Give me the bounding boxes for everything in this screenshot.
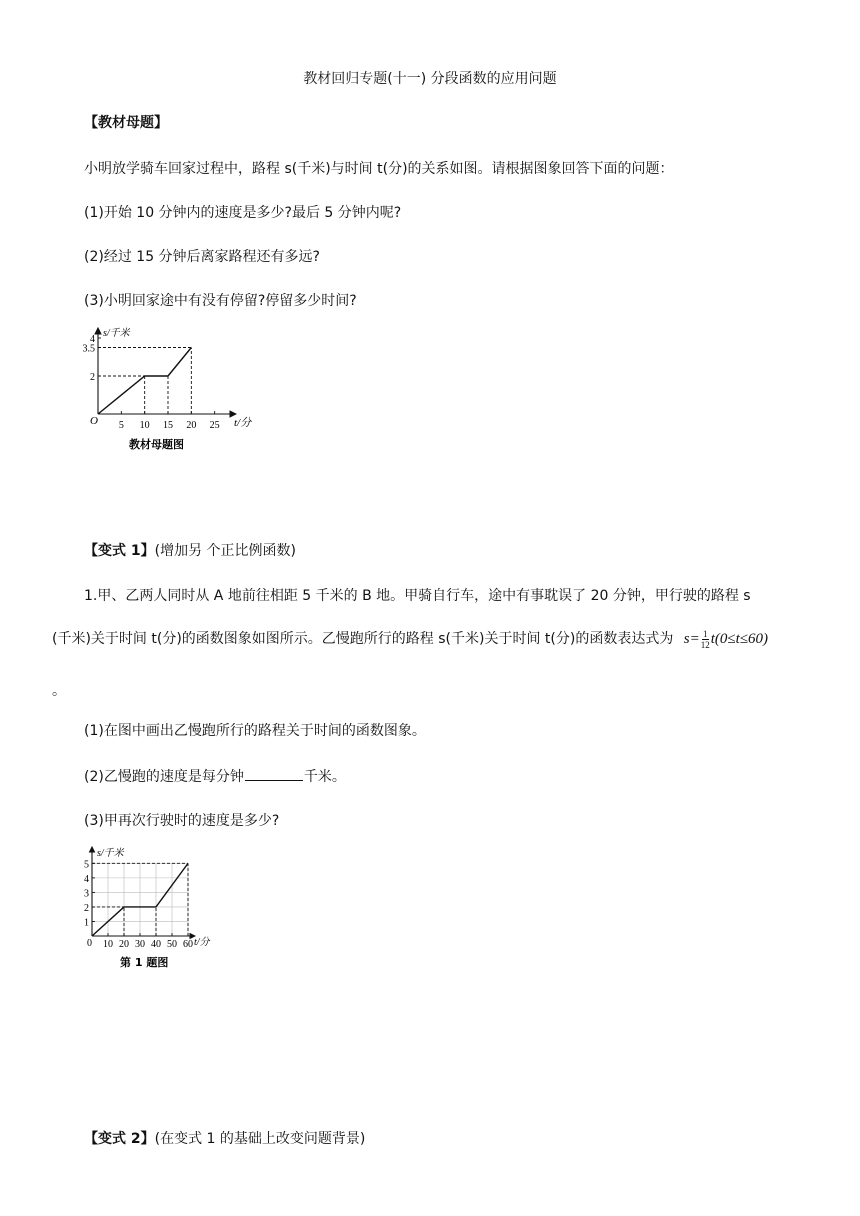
y-tick-label: 5	[84, 859, 89, 871]
variant1-question-3: (3)甲再次行驶时的速度是多少?	[84, 813, 280, 829]
variant1-problem-line2	[52, 628, 768, 650]
formula-denominator: 12	[700, 639, 710, 650]
variant1-question-1: (1)在图中画出乙慢跑所行的路程关于时间的函数图象。	[84, 723, 426, 739]
x-tick-label: 40	[151, 939, 161, 950]
section-heading-textbook: 【教材母题】	[84, 115, 168, 131]
x-tick-label: 30	[135, 939, 145, 950]
formula-lhs: s=	[683, 631, 700, 647]
x-tick-label: 50	[167, 939, 177, 950]
variant1-question-2	[84, 766, 346, 786]
textbook-question-3: (3)小明回家途中有没有停留?停留多少时间?	[84, 293, 357, 309]
variant1-label: 【变式 1】	[84, 543, 155, 559]
y-tick-label: 3.5	[82, 343, 95, 355]
question-2-after: 千米。	[303, 769, 346, 785]
x-axis-label: t/分	[234, 417, 252, 429]
origin-label: O	[90, 415, 98, 427]
y-tick-label: 2	[90, 372, 95, 383]
figure-caption: 第 1 题图	[120, 956, 169, 969]
variant1-problem-line3: 。	[52, 683, 66, 699]
y-tick-label: 1	[84, 917, 89, 929]
figure-caption: 教材母题图	[129, 438, 184, 451]
y-axis-label: s/千米	[103, 328, 130, 339]
page-title: 教材回归专题(十一) 分段函数的应用问题	[303, 71, 557, 87]
textbook-question-1: (1)开始 10 分钟内的速度是多少?最后 5 分钟内呢?	[84, 205, 402, 221]
x-tick-label: 60	[183, 939, 193, 950]
problem-1-figure	[82, 844, 232, 969]
variant2-label: 【变式 2】	[84, 1131, 155, 1147]
x-tick-label: 20	[119, 939, 129, 950]
x-tick-label: 20	[186, 420, 197, 431]
textbook-intro: 小明放学骑车回家过程中，路程 s(千米)与时间 t(分)的关系如图。请根据图象回答下面的问题：	[84, 161, 674, 177]
x-tick-label: 15	[163, 420, 173, 431]
x-tick-label: 25	[209, 420, 220, 431]
variant1-note: (增加另 个正比例函数)	[154, 543, 296, 559]
section-heading-variant2	[84, 1128, 365, 1148]
x-tick-label: 10	[139, 420, 150, 431]
textbook-question-2: (2)经过 15 分钟后离家路程还有多远?	[84, 249, 320, 265]
variant1-problem-text: (千米)关于时间 t(分)的函数图象如图所示。乙慢跑所行的路程 s(千米)关于时间 t(分)的函数表达式为	[52, 631, 674, 647]
y-tick-label: 4	[90, 334, 95, 345]
x-tick-label: 5	[118, 420, 124, 431]
question-2-before: (2)乙慢跑的速度是每分钟	[84, 769, 244, 785]
x-axis-label: t/分	[194, 937, 210, 948]
variant1-problem-line1: 1.甲、乙两人同时从 A 地前往相距 5 千米的 B 地。甲骑自行车，途中有事耽误了 20 分钟，甲行驶的路程 s	[84, 588, 751, 604]
origin-label: 0	[87, 938, 92, 949]
formula-fraction	[701, 629, 710, 650]
textbook-figure	[76, 324, 256, 454]
y-tick-label: 3	[84, 888, 89, 900]
series-line	[98, 348, 191, 415]
answer-blank[interactable]	[245, 768, 303, 781]
formula-rhs: t(0≤t≤60)	[710, 631, 769, 647]
x-tick-label: 10	[103, 939, 113, 950]
variant2-note: (在变式 1 的基础上改变问题背景)	[154, 1131, 366, 1147]
formula-numerator: 1	[703, 628, 708, 639]
y-tick-label: 4	[84, 873, 89, 885]
section-heading-variant1	[84, 540, 296, 560]
y-tick-label: 2	[84, 902, 89, 914]
y-axis-label: s/千米	[97, 848, 124, 859]
